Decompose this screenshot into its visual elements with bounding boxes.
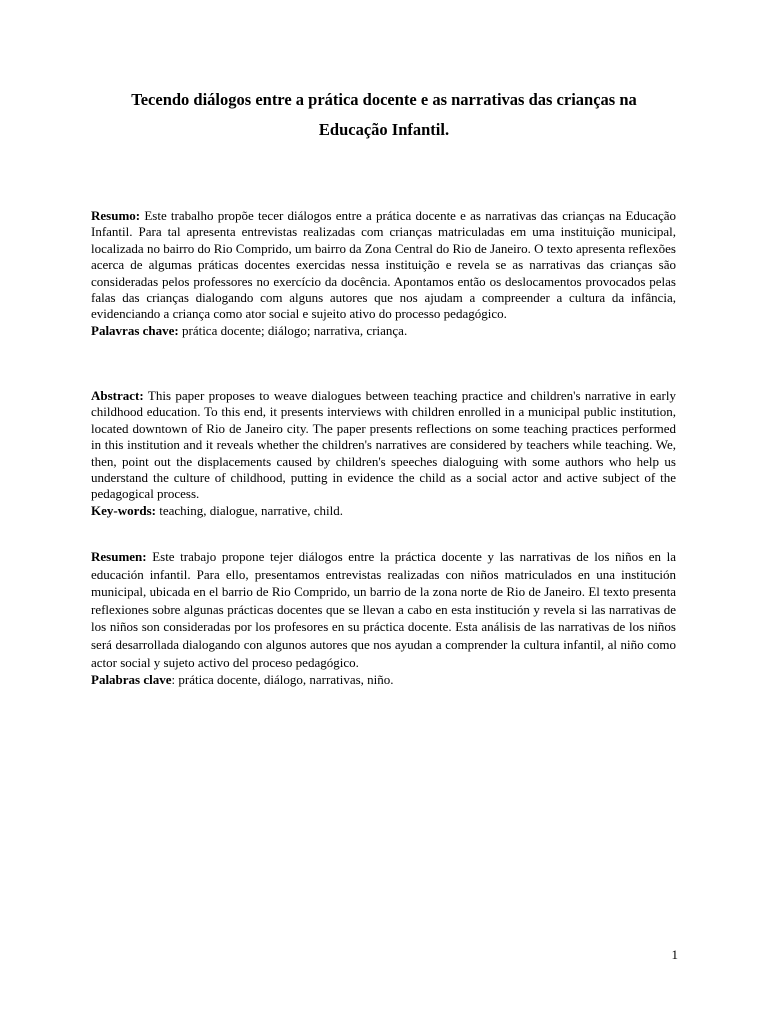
resumen-keywords-line — [91, 671, 676, 689]
abstract-keywords-line — [91, 503, 676, 519]
resumen-label: Resumen: — [91, 549, 147, 564]
abstract-keywords-label: Key-words: — [91, 502, 156, 518]
resumo-keywords-line — [91, 323, 676, 339]
resumo-text: Este trabalho propõe tecer diálogos entre a prática docente e as narrativas das crianças na Educação Infantil. Para tal apresenta entrevistas realizadas com crianças matriculadas em uma instituição municipal, localizada no bairro do Rio Comprido, um bairro da Zona Central do Rio de Janeiro. O texto apresenta reflexões acerca de algumas práticas docentes exercidas nessa instituição e revela se as narrativas das crianças são consideradas pelos professores no exercício da docência. Apontamos então os deslocamentos provocados pelas falas das crianças dialogando com alguns autores que nos ajudam a compreender a cultura da infância, evidenciando a criança como ator social e sujeito ativo do processo pedagógico. — [91, 208, 676, 322]
document-title — [60, 85, 708, 145]
abstract-label: Abstract: — [91, 388, 144, 403]
abstract-text: This paper proposes to weave dialogues between teaching practice and children's narrative in early childhood education. To this end, it presents interviews with children enrolled in a municipal public institution, located downtown of Rio de Janeiro city. The paper presents reflections on some teaching practices performed in this institution and it reveals whether the children's narratives are considered by teachers while teaching. We, then, point out the displacements caused by children's speeches dialoguing with some authors who help us understand the culture of childhood, putting in evidence the child as a social actor and active subject of the pedagogical process. — [91, 388, 676, 502]
abstract-keywords: teaching, dialogue, narrative, child. — [159, 502, 343, 518]
resumo-keywords-label: Palavras chave: — [91, 322, 179, 338]
resumen-keywords-label: Palabras clave — [91, 672, 172, 688]
resumo-label: Resumo: — [91, 208, 141, 223]
page-number: 1 — [671, 947, 678, 962]
title-line-1: Tecendo diálogos entre a prática docente e as narrativas das crianças na — [131, 90, 637, 109]
resumo-keywords: prática docente; diálogo; narrativa, criança. — [181, 322, 408, 338]
resumo-section — [91, 208, 676, 339]
resumen-keywords: : prática docente, diálogo, narrativas, niño. — [171, 672, 394, 688]
resumen-section — [91, 548, 676, 689]
abstract-section — [91, 388, 676, 519]
resumen-text: Este trabajo propone tejer diálogos entre la práctica docente y las narrativas de los niños en la educación infantil. Para ello, presentamos entrevistas realizadas con niños matriculados en una institución municipal, ubicada en el barrio de Rio Comprido, un barrio de la zona norte de Rio de Janeiro. El texto presenta reflexiones sobre algunas prácticas docentes que se llevan a cabo en esta institución y revela si las narrativas de los niños son consideradas por los profesores en su práctica docente. Esta análisis de las narrativas de los niños será desarrollada dialogando con algunos autores que nos ayudan a comprender la cultura infantil, al niño como actor social y sujeto activo del proceso pedagógico. — [91, 549, 677, 670]
title-line-2: Educação Infantil. — [318, 120, 450, 139]
